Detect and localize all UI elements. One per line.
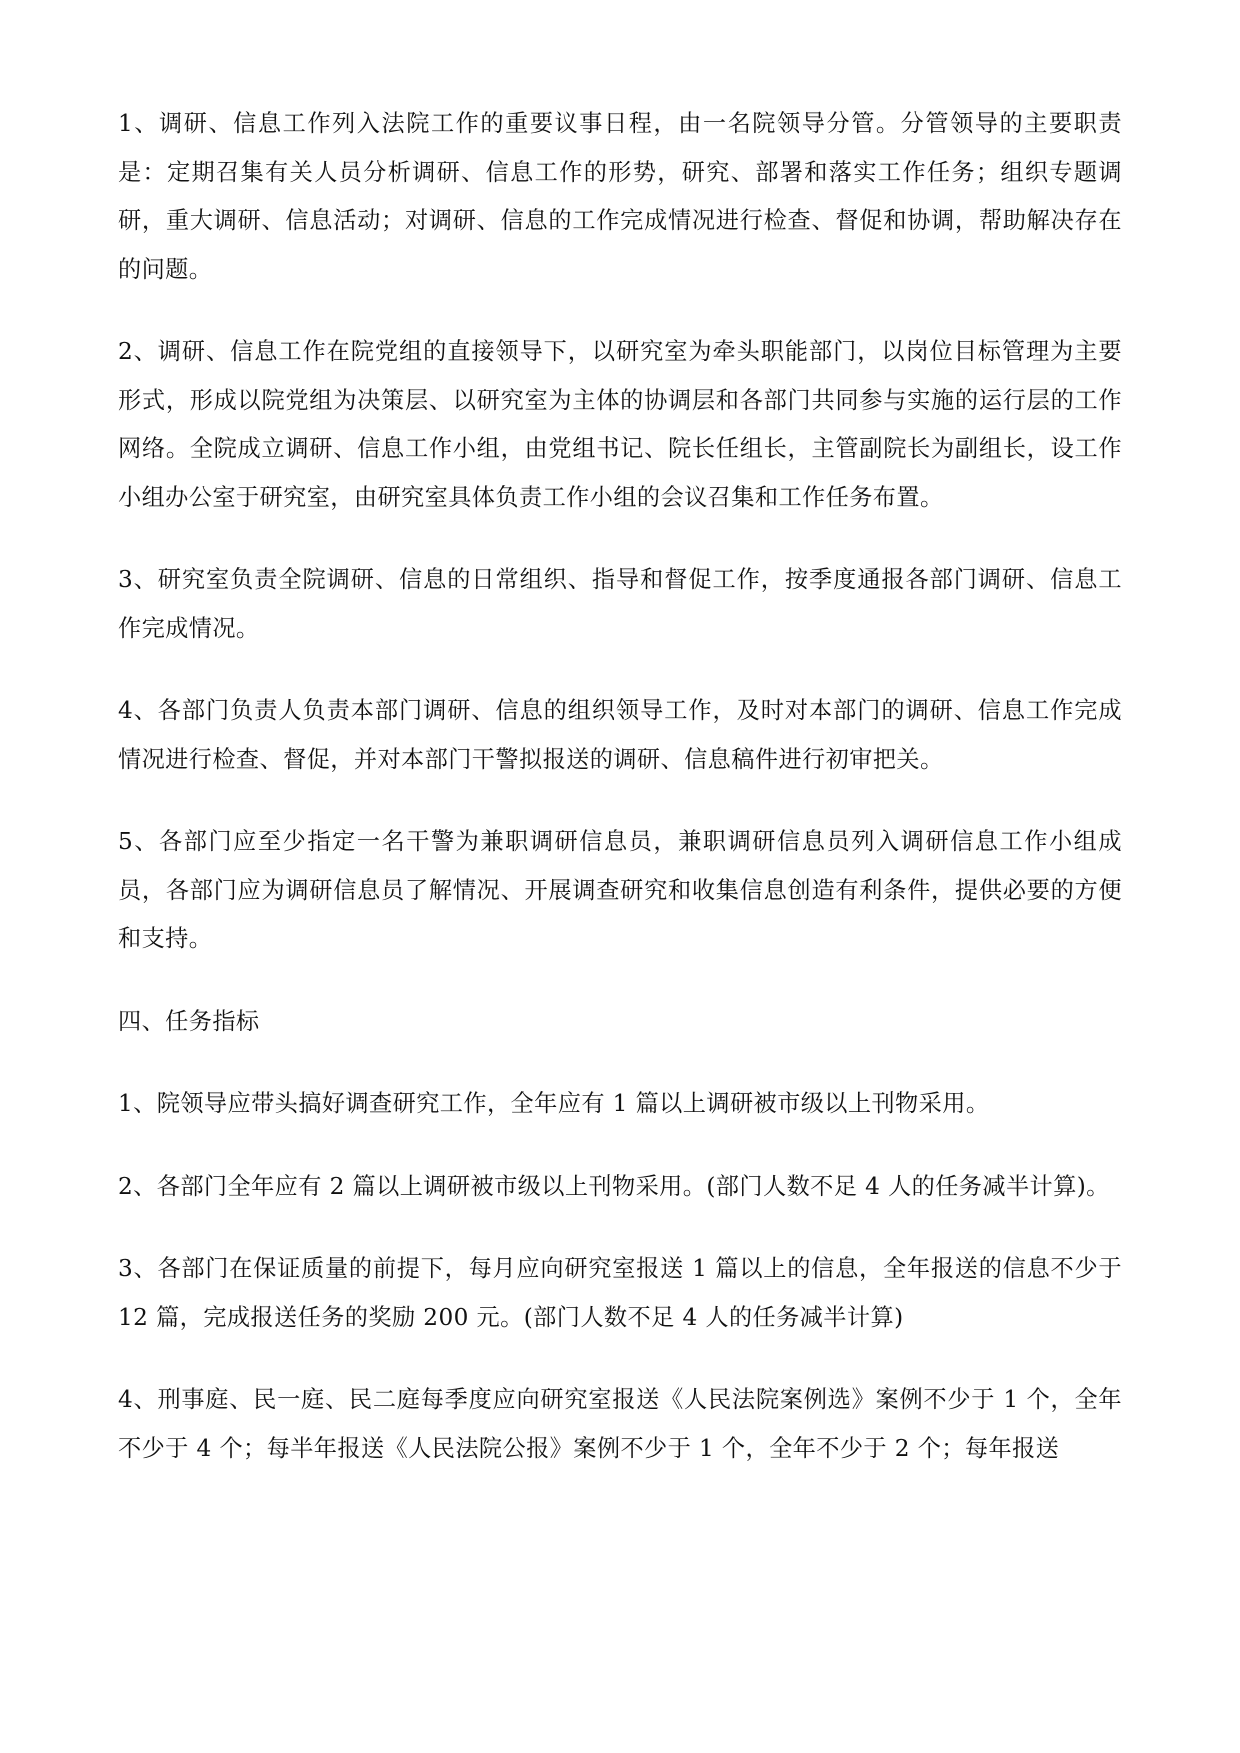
paragraph-5: 5、各部门应至少指定一名干警为兼职调研信息员，兼职调研信息员列入调研信息工作小组成员，各部门应为调研信息员了解情况、开展调查研究和收集信息创造有利条件，提供必要的方便和支持。 xyxy=(118,828,1122,952)
paragraph-2: 2、调研、信息工作在院党组的直接领导下，以研究室为牵头职能部门，以岗位目标管理为主要形式，形成以院党组为决策层、以研究室为主体的协调层和各部门共同参与实施的运行层的工作网络。全院成立调研、信息工作小组，由党组书记、院长任组长，主管副院长为副组长，设工作小组办公室于研究室，由研究室具体负责工作小组的会议召集和工作任务布置。 xyxy=(118,338,1122,511)
task-item-3: 3、各部门在保证质量的前提下，每月应向研究室报送 1 篇以上的信息，全年报送的信息不少于 12 篇，完成报送任务的奖励 200 元。(部门人数不足 4 人的任务减半计算) xyxy=(118,1255,1122,1331)
paragraph-3: 3、研究室负责全院调研、信息的日常组织、指导和督促工作，按季度通报各部门调研、信息工作完成情况。 xyxy=(118,566,1122,642)
paragraph-1: 1、调研、信息工作列入法院工作的重要议事日程，由一名院领导分管。分管领导的主要职责是：定期召集有关人员分析调研、信息工作的形势，研究、部署和落实工作任务；组织专题调研，重大调研、信息活动；对调研、信息的工作完成情况进行检查、督促和协调，帮助解决存在的问题。 xyxy=(118,110,1122,283)
paragraph-4: 4、各部门负责人负责本部门调研、信息的组织领导工作，及时对本部门的调研、信息工作完成情况进行检查、督促，并对本部门干警拟报送的调研、信息稿件进行初审把关。 xyxy=(118,697,1122,773)
document-body xyxy=(118,100,1122,1507)
task-item-4: 4、刑事庭、民一庭、民二庭每季度应向研究室报送《人民法院案例选》案例不少于 1 个，全年不少于 4 个；每半年报送《人民法院公报》案例不少于 1 个，全年不少于 2 个；每年报送 xyxy=(118,1386,1122,1462)
task-item-1: 1、院领导应带头搞好调查研究工作，全年应有 1 篇以上调研被市级以上刊物采用。 xyxy=(118,1090,990,1117)
task-item-2: 2、各部门全年应有 2 篇以上调研被市级以上刊物采用。(部门人数不足 4 人的任务减半计算)。 xyxy=(118,1172,1110,1200)
section-heading: 四、任务指标 xyxy=(118,1007,260,1035)
